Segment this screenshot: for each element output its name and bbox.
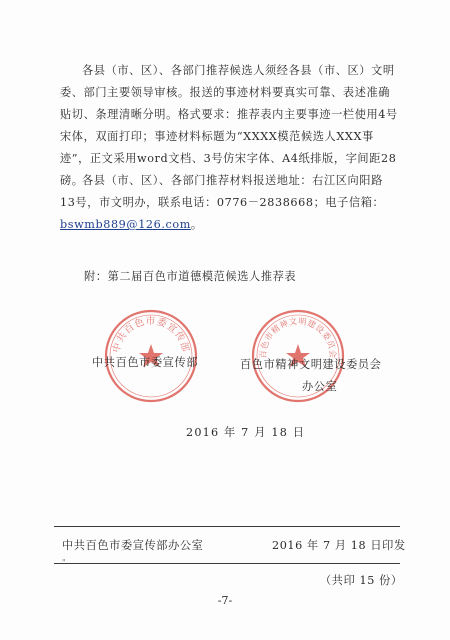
email-link[interactable]: bswmb889@126.com bbox=[60, 218, 191, 231]
footer-print-date: 2016 年 7 月 18 日印发 bbox=[272, 539, 406, 552]
signature-org-publicity: 中共百色市委宣传部 bbox=[92, 356, 199, 369]
body-paragraph-1: 各县（市、区）、各部门推荐候选人须经各县（市、区）文明委、部门主要领导审核。报送的事迹材料要真实可靠、表述准确贴切、条理清晰分明。格式要求：推荐表内主要事迹一栏使用4号宋体，双面打印；事迹材料标题为“XXXX模范候选人XXX事迹”，正文采用word文档、3号仿宋字体、A4纸排版，字间距28磅。 bbox=[60, 64, 398, 187]
attachment-line: 附：第二届百色市道德模范候选人推荐表 bbox=[84, 270, 297, 283]
scan-mark: " bbox=[62, 558, 66, 567]
footer-divider-bottom bbox=[54, 563, 400, 564]
contact-text: 各县（市、区）、各部门推荐材料报送地址：右江区向阳路13号，市文明办，联系电话：0776－2838668；电子信箱： bbox=[60, 174, 385, 209]
email-suffix: 。 bbox=[190, 218, 203, 231]
print-copies: （共印 15 份） bbox=[320, 574, 403, 587]
document-date: 2016 年 7 月 18 日 bbox=[186, 426, 306, 439]
svg-text:中共百色市委宣传部: 中共百色市委宣传部 bbox=[110, 316, 192, 354]
signature-org-civilization bbox=[240, 354, 390, 398]
signature-org-line1: 百色市精神文明建设委员会 bbox=[240, 358, 382, 371]
footer-issuing-office: 中共百色市委宣传部办公室 bbox=[62, 539, 204, 552]
svg-text:百色市精神文明建设委员会: 百色市精神文明建设委员会 bbox=[257, 315, 339, 359]
body-paragraph-2 bbox=[60, 170, 398, 236]
footer-divider-top bbox=[54, 526, 400, 527]
page-number: -7- bbox=[217, 594, 233, 607]
signature-org-line2: 办公室 bbox=[302, 380, 338, 393]
